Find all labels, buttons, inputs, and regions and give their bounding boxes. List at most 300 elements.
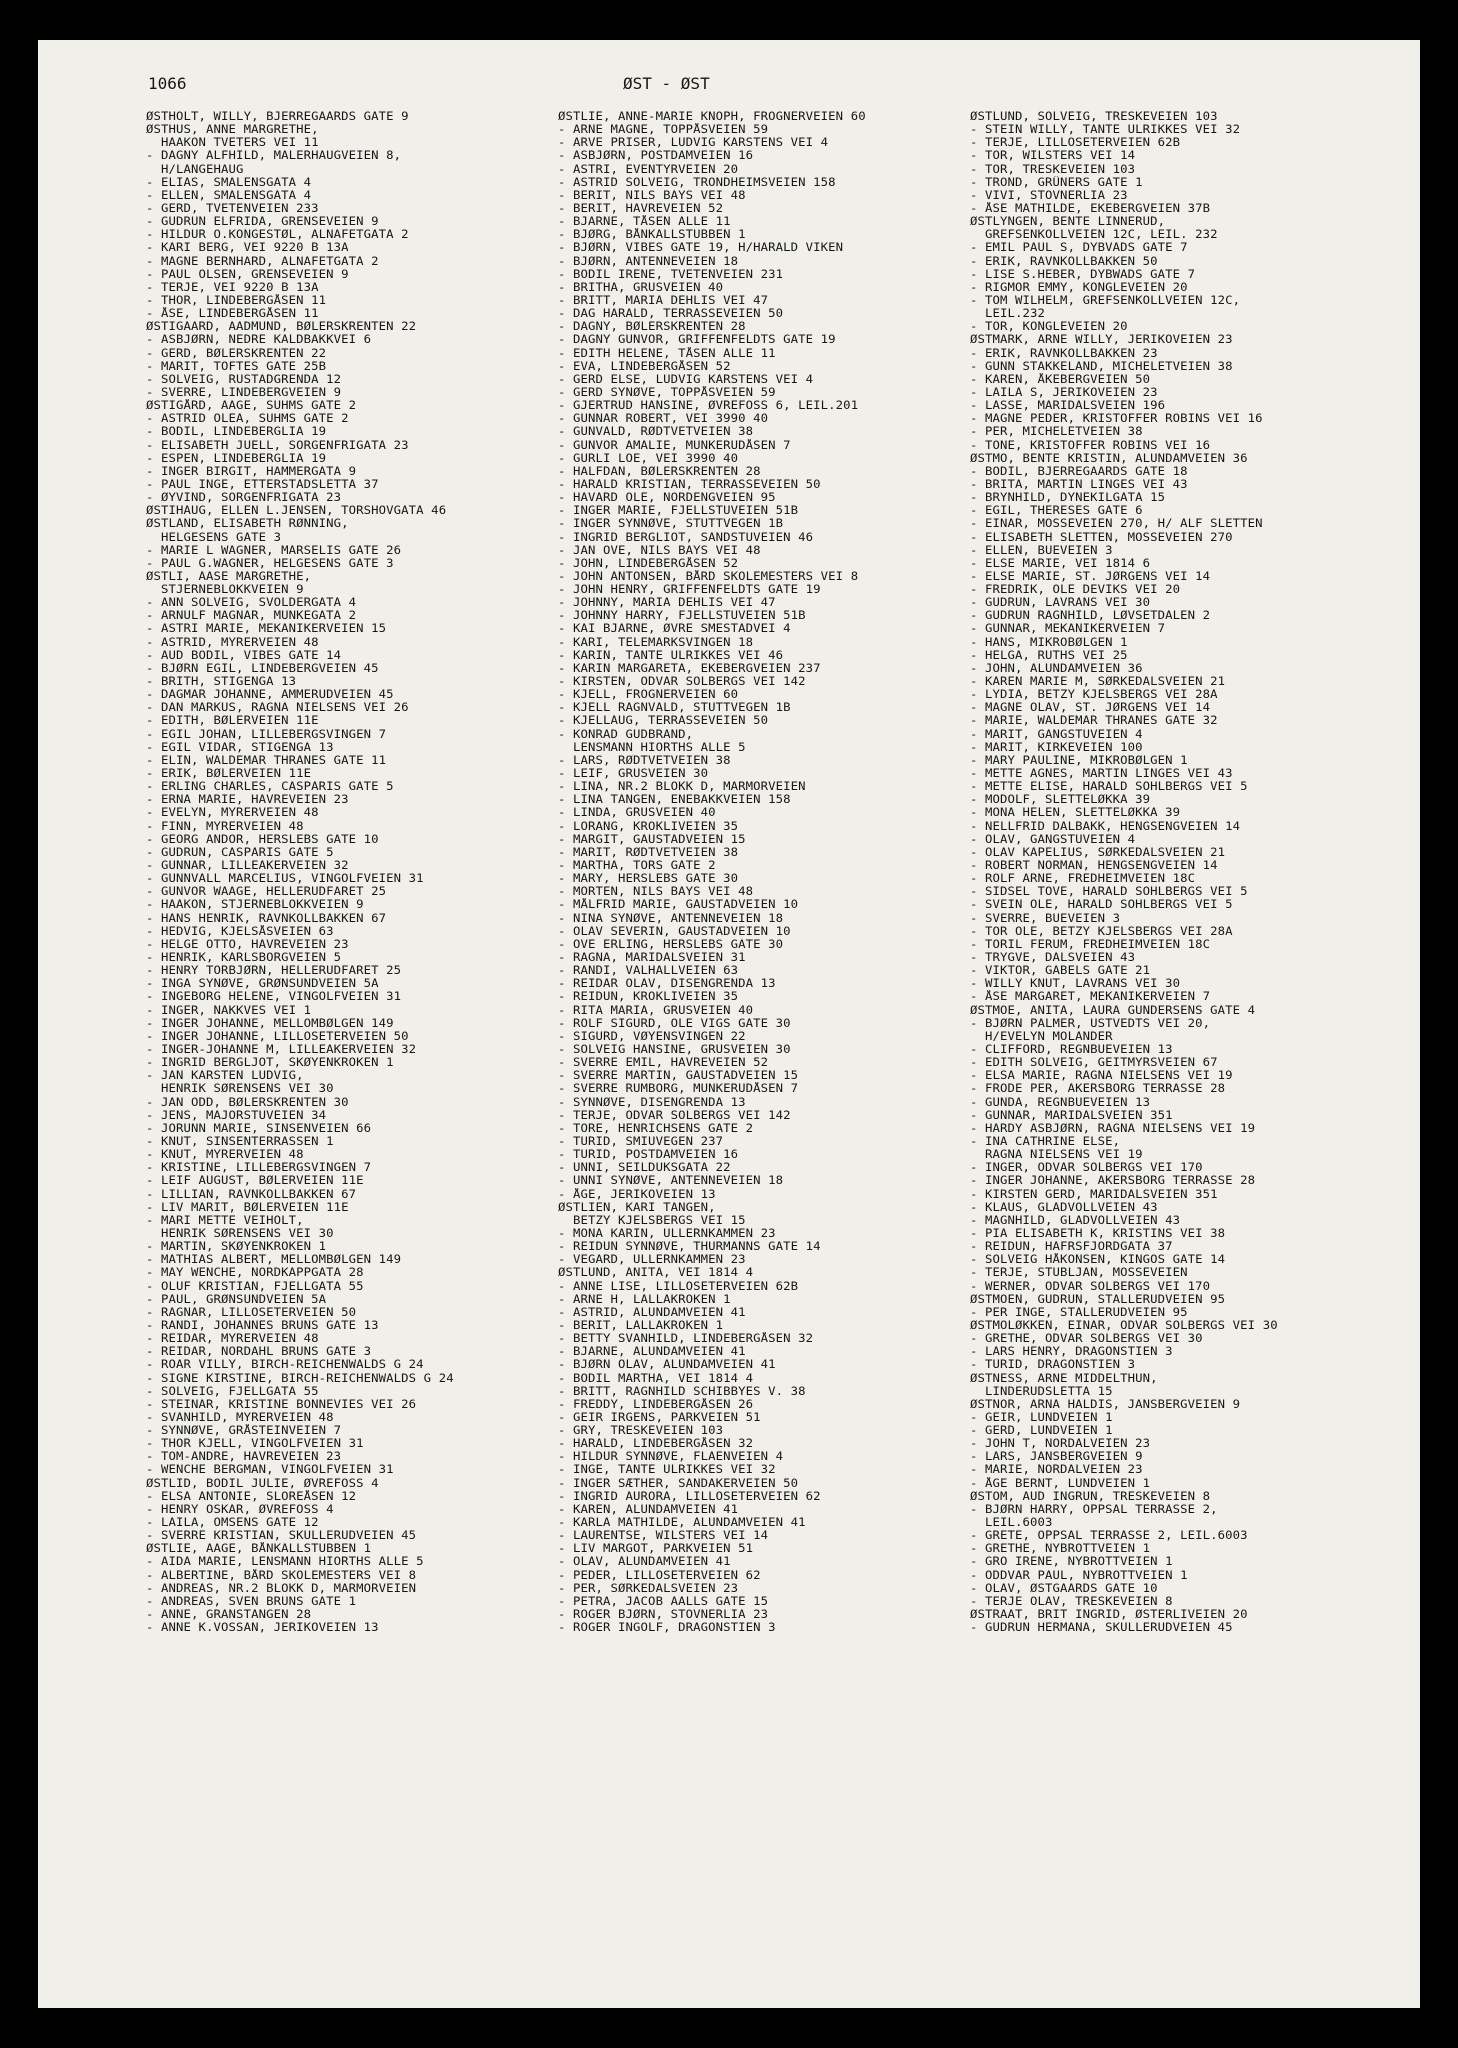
directory-entry: - PER INGE, STALLERUDVEIEN 95 bbox=[970, 1305, 1188, 1319]
directory-entry: - INGRID BERGLJOT, SKØYENKROKEN 1 bbox=[146, 1056, 394, 1070]
directory-entry: - ROBERT NORMAN, HENGSENGVEIEN 14 bbox=[970, 859, 1218, 873]
directory-entry: - METTE AGNES, MARTIN LINGES VEI 43 bbox=[970, 767, 1233, 781]
directory-entry: - TERJE, VEI 9220 B 13A bbox=[146, 280, 319, 294]
directory-entry: - CLIFFORD, REGNBUEVEIEN 13 bbox=[970, 1042, 1173, 1056]
directory-entry: - NINA SYNØVE, ANTENNEVEIEN 18 bbox=[558, 911, 784, 925]
directory-entry: ØSTLIEN, KARI TANGEN, bbox=[558, 1200, 716, 1214]
directory-entry: - LAILA, OMSENS GATE 12 bbox=[146, 1516, 319, 1530]
directory-entry: - MAGNE PEDER, KRISTOFFER ROBINS VEI 16 bbox=[970, 412, 1263, 426]
directory-entry: - INGER MARIE, FJELLSTUVEIEN 51B bbox=[558, 504, 799, 518]
directory-entry: - SVERRE, LINDEBERGVEIEN 9 bbox=[146, 385, 342, 399]
directory-entry: - MARY PAULINE, MIKROBØLGEN 1 bbox=[970, 753, 1188, 767]
directory-entry: - OLAV SEVERIN, GAUSTADVEIEN 10 bbox=[558, 924, 791, 938]
directory-entry: - ASTRID, MYRERVEIEN 48 bbox=[146, 635, 319, 649]
directory-entry: - WILLY KNUT, LAVRANS VEI 30 bbox=[970, 977, 1181, 991]
directory-entry: - BODIL, BJERREGAARDS GATE 18 bbox=[970, 464, 1188, 478]
directory-entry: - SVERRE KRISTIAN, SKULLERUDVEIEN 45 bbox=[146, 1529, 417, 1543]
directory-entry: - SOLVEIG, FJELLGATA 55 bbox=[146, 1384, 319, 1398]
directory-entry: - TURID, POSTDAMVEIEN 16 bbox=[558, 1148, 739, 1162]
directory-entry: - REIDAR OLAV, DISENGRENDA 13 bbox=[558, 977, 776, 991]
directory-entry: - TOM-ANDRE, HAVREVEIEN 23 bbox=[146, 1450, 342, 1464]
directory-entry: - TORE, HENRICHSENS GATE 2 bbox=[558, 1121, 754, 1135]
directory-entry: - LIV MARGOT, PARKVEIEN 51 bbox=[558, 1542, 754, 1556]
directory-entry: - FREDDY, LINDEBERGÅSEN 26 bbox=[558, 1397, 754, 1411]
directory-entry: - HENRY OSKAR, ØVREFOSS 4 bbox=[146, 1502, 334, 1516]
directory-entry: - METTE ELISE, HARALD SOHLBERGS VEI 5 bbox=[970, 780, 1248, 794]
directory-entry: - GRETHE, NYBROTTVEIEN 1 bbox=[970, 1542, 1151, 1556]
directory-entry: - ANDREAS, NR.2 BLOKK D, MARMORVEIEN bbox=[146, 1581, 417, 1595]
directory-entry: - BJØRN OLAV, ALUNDAMVEIEN 41 bbox=[558, 1358, 776, 1372]
directory-entry: - OLAV KAPELIUS, SØRKEDALSVEIEN 21 bbox=[970, 845, 1226, 859]
directory-entry: - EDITH HELENE, TÅSEN ALLE 11 bbox=[558, 346, 776, 360]
directory-entry: - ÅGE BERNT, LUNDVEIEN 1 bbox=[970, 1476, 1151, 1490]
directory-entry: - INGER SYNNØVE, STUTTVEGEN 1B bbox=[558, 517, 784, 531]
directory-entry: - HAVARD OLE, NORDENGVEIEN 95 bbox=[558, 491, 776, 505]
directory-entry: ØSTLUND, ANITA, VEI 1814 4 bbox=[558, 1266, 754, 1280]
directory-entry: - HARALD, LINDEBERGÅSEN 32 bbox=[558, 1437, 754, 1451]
directory-entry: - GUNNVALL MARCELIUS, VINGOLFVEIEN 31 bbox=[146, 872, 424, 886]
directory-entry: - SVERRE MARTIN, GAUSTADVEIEN 15 bbox=[558, 1069, 799, 1083]
directory-entry: - EGIL JOHAN, LILLEBERGSVINGEN 7 bbox=[146, 727, 387, 741]
directory-entry: - LINA TANGEN, ENEBAKKVEIEN 158 bbox=[558, 793, 791, 807]
directory-entry: - KAREN, ÅKEBERGVEIEN 50 bbox=[970, 372, 1151, 386]
directory-entry: - OLUF KRISTIAN, FJELLGATA 55 bbox=[146, 1279, 364, 1293]
directory-entry: - VEGARD, ULLERNKAMMEN 23 bbox=[558, 1253, 746, 1267]
directory-entry: ØSTMOE, ANITA, LAURA GUNDERSENS GATE 4 bbox=[970, 1003, 1256, 1017]
directory-entry: ØSTOM, AUD INGRUN, TRESKEVEIEN 8 bbox=[970, 1489, 1211, 1503]
directory-entry: RAGNA NIELSENS VEI 19 bbox=[970, 1148, 1143, 1162]
directory-entry: - RANDI, VALHALLVEIEN 63 bbox=[558, 964, 739, 978]
directory-entry: - OVE ERLING, HERSLEBS GATE 30 bbox=[558, 937, 784, 951]
directory-entry: - MONA KARIN, ULLERNKAMMEN 23 bbox=[558, 1226, 776, 1240]
directory-entry: - AIDA MARIE, LENSMANN HIORTHS ALLE 5 bbox=[146, 1555, 424, 1569]
directory-entry: - KLAUS, GLADVOLLVEIEN 43 bbox=[970, 1200, 1158, 1214]
directory-entry: - GUNVOR AMALIE, MUNKERUDÅSEN 7 bbox=[558, 438, 791, 452]
directory-entry: - ELLEN, BUEVEIEN 3 bbox=[970, 543, 1113, 557]
directory-entry: - JOHN, ALUNDAMVEIEN 36 bbox=[970, 661, 1143, 675]
directory-entry: - OLAV, ALUNDAMVEIEN 41 bbox=[558, 1555, 731, 1569]
directory-entry: - LILLIAN, RAVNKOLLBAKKEN 67 bbox=[146, 1187, 357, 1201]
directory-entry: - STEIN WILLY, TANTE ULRIKKES VEI 32 bbox=[970, 123, 1241, 137]
directory-entry: - GUNNAR, LILLEAKERVEIEN 32 bbox=[146, 859, 349, 873]
directory-entry: - HARDY ASBJØRN, RAGNA NIELSENS VEI 19 bbox=[970, 1121, 1256, 1135]
directory-entry: - BRITT, RAGNHILD SCHIBBYES V. 38 bbox=[558, 1384, 806, 1398]
directory-entry: - INGER JOHANNE, LILLOSETERVEIEN 50 bbox=[146, 1029, 409, 1043]
directory-entry: - UNNI SYNØVE, ANTENNEVEIEN 18 bbox=[558, 1174, 784, 1188]
directory-entry: - ELIN, WALDEMAR THRANES GATE 11 bbox=[146, 753, 387, 767]
directory-entry: - LISE S.HEBER, DYBWADS GATE 7 bbox=[970, 267, 1196, 281]
directory-entry: H/EVELYN MOLANDER bbox=[970, 1029, 1113, 1043]
directory-entry: - INGER SÆTHER, SANDAKERVEIEN 50 bbox=[558, 1476, 799, 1490]
directory-entry: - SVERRE, BUEVEIEN 3 bbox=[970, 911, 1121, 925]
directory-entry: ØSTHOLT, WILLY, BJERREGAARDS GATE 9 bbox=[146, 110, 409, 123]
directory-entry: - MARIT, KIRKEVEIEN 100 bbox=[970, 740, 1143, 754]
directory-entry: - RITA MARIA, GRUSVEIEN 40 bbox=[558, 1003, 754, 1017]
directory-entry: - GEORG ANDOR, HERSLEBS GATE 10 bbox=[146, 832, 379, 846]
directory-entry: - GUNN STAKKELAND, MICHELETVEIEN 38 bbox=[970, 359, 1233, 373]
directory-entry: - BJØRN EGIL, LINDEBERGVEIEN 45 bbox=[146, 661, 379, 675]
directory-entry: - DAG HARALD, TERRASSEVEIEN 50 bbox=[558, 307, 784, 321]
directory-entry: - HENRIK, KARLSBORGVEIEN 5 bbox=[146, 951, 342, 964]
directory-entry: - PAUL, GRØNSUNDVEIEN 5A bbox=[146, 1292, 327, 1306]
directory-entry: - ERNA MARIE, HAVREVEIEN 23 bbox=[146, 793, 349, 807]
directory-entry: - TOR, WILSTERS VEI 14 bbox=[970, 149, 1136, 163]
directory-entry: - GUDRUN, CASPARIS GATE 5 bbox=[146, 845, 334, 859]
directory-entry: - GUDRUN RAGNHILD, LØVSETDALEN 2 bbox=[970, 609, 1211, 623]
directory-entry: - INGRID BERGLIOT, SANDSTUVEIEN 46 bbox=[558, 530, 814, 544]
directory-entry: - ÅSE MATHILDE, EKEBERGVEIEN 37B bbox=[970, 201, 1211, 215]
directory-entry: - GERD, LUNDVEIEN 1 bbox=[970, 1424, 1113, 1438]
directory-entry: - WENCHE BERGMAN, VINGOLFVEIEN 31 bbox=[146, 1463, 394, 1477]
directory-entry: ØSTMOLØKKEN, EINAR, ODVAR SOLBERGS VEI 30 bbox=[970, 1318, 1278, 1332]
directory-entry: - VIVI, STOVNERLIA 23 bbox=[970, 188, 1128, 202]
directory-entry: - JORUNN MARIE, SINSENVEIEN 66 bbox=[146, 1121, 372, 1135]
directory-entry: - DAGNY ALFHILD, MALERHAUGVEIEN 8, bbox=[146, 149, 402, 163]
directory-entry: - FRODE PER, AKERSBORG TERRASSE 28 bbox=[970, 1082, 1226, 1096]
directory-entry: - ASTRID OLEA, SUHMS GATE 2 bbox=[146, 412, 349, 426]
running-head: ØST - ØST bbox=[623, 74, 710, 93]
directory-entry: - EINAR, MOSSEVEIEN 270, H/ ALF SLETTEN bbox=[970, 517, 1263, 531]
directory-entry: HENRIK SØRENSENS VEI 30 bbox=[146, 1226, 334, 1240]
directory-entry: - INGER-JOHANNE M, LILLEAKERVEIEN 32 bbox=[146, 1042, 417, 1056]
directory-entry: - BERIT, LALLAKROKEN 1 bbox=[558, 1318, 724, 1332]
directory-entry: - INGA SYNØVE, GRØNSUNDVEIEN 5A bbox=[146, 977, 379, 991]
directory-entry: - TURID, DRAGONSTIEN 3 bbox=[970, 1358, 1136, 1372]
directory-entry: - KJELL, FROGNERVEIEN 60 bbox=[558, 688, 739, 702]
directory-entry: - ASBJØRN, POSTDAMVEIEN 16 bbox=[558, 149, 754, 163]
directory-entry: - AUD BODIL, VIBES GATE 14 bbox=[146, 648, 342, 662]
directory-entry: - MAGNE OLAV, ST. JØRGENS VEI 14 bbox=[970, 701, 1211, 715]
directory-entry: STJERNEBLOKKVEIEN 9 bbox=[146, 583, 304, 597]
directory-entry: - MARIE L WAGNER, MARSELIS GATE 26 bbox=[146, 543, 402, 557]
directory-entry: - KARI BERG, VEI 9220 B 13A bbox=[146, 241, 349, 255]
directory-entry: ØSTLYNGEN, BENTE LINNERUD, bbox=[970, 215, 1166, 229]
directory-entry: - SVEIN OLE, HARALD SOHLBERGS VEI 5 bbox=[970, 898, 1233, 912]
directory-entry: - FREDRIK, OLE DEVIKS VEI 20 bbox=[970, 583, 1181, 597]
directory-entry: - PETRA, JACOB AALLS GATE 15 bbox=[558, 1594, 769, 1608]
directory-entry: - JOHNNY HARRY, FJELLSTUVEIEN 51B bbox=[558, 609, 806, 623]
directory-entry: - SVANHILD, MYRERVEIEN 48 bbox=[146, 1410, 334, 1424]
directory-entry: - GUDRUN ELFRIDA, GRENSEVEIEN 9 bbox=[146, 215, 379, 229]
directory-entry: - ROLF ARNE, FREDHEIMVEIEN 18C bbox=[970, 872, 1196, 886]
directory-entry: - ARVE PRISER, LUDVIG KARSTENS VEI 4 bbox=[558, 136, 829, 150]
directory-entry: - THOR, LINDEBERGÅSEN 11 bbox=[146, 293, 327, 307]
directory-entry: - OLAV, GANGSTUVEIEN 4 bbox=[970, 832, 1136, 846]
directory-entry: - BRITH, STIGENGA 13 bbox=[146, 675, 297, 689]
directory-entry: - KNUT, MYRERVEIEN 48 bbox=[146, 1148, 304, 1162]
directory-entry: - ASTRI MARIE, MEKANIKERVEIEN 15 bbox=[146, 622, 387, 636]
directory-entry: - GEIR, LUNDVEIEN 1 bbox=[970, 1410, 1113, 1424]
directory-entry: - DAGNY, BØLERSKRENTEN 28 bbox=[558, 320, 746, 334]
directory-entry: - THOR KJELL, VINGOLFVEIEN 31 bbox=[146, 1437, 364, 1451]
directory-entry: - GUNNAR ROBERT, VEI 3990 40 bbox=[558, 412, 769, 426]
directory-entry: - BRITT, MARIA DEHLIS VEI 47 bbox=[558, 293, 769, 307]
directory-entry: - LARS HENRY, DRAGONSTIEN 3 bbox=[970, 1345, 1173, 1359]
directory-entry: - RAGNAR, LILLOSETERVEIEN 50 bbox=[146, 1305, 357, 1319]
directory-entry: - ARNULF MAGNAR, MUNKEGATA 2 bbox=[146, 609, 357, 623]
directory-entry: - REIDAR, NORDAHL BRUNS GATE 3 bbox=[146, 1345, 372, 1359]
directory-entry: HELGESENS GATE 3 bbox=[146, 530, 282, 544]
directory-entry: - ANNE, GRANSTANGEN 28 bbox=[146, 1608, 312, 1622]
directory-entry: - REIDAR, MYRERVEIEN 48 bbox=[146, 1332, 319, 1346]
directory-entry: - BETTY SVANHILD, LINDEBERGÅSEN 32 bbox=[558, 1332, 814, 1346]
directory-entry: - INGER JOHANNE, MELLOMBØLGEN 149 bbox=[146, 1016, 394, 1030]
directory-entry: - TOR, TRESKEVEIEN 103 bbox=[970, 162, 1136, 176]
directory-entry: - LAILA S, JERIKOVEIEN 23 bbox=[970, 385, 1158, 399]
directory-entry: - RANDI, JOHANNES BRUNS GATE 13 bbox=[146, 1318, 379, 1332]
directory-entry: - KIRSTEN GERD, MARIDALSVEIEN 351 bbox=[970, 1187, 1218, 1201]
directory-entry: - ASBJØRN, NEDRE KALDBAKKVEI 6 bbox=[146, 333, 372, 347]
directory-entry: - BJARNE, ALUNDAMVEIEN 41 bbox=[558, 1345, 746, 1359]
directory-entry: - ASTRID, ALUNDAMVEIEN 41 bbox=[558, 1305, 746, 1319]
directory-entry: - SIDSEL TOVE, HARALD SOHLBERGS VEI 5 bbox=[970, 885, 1248, 899]
directory-entry: - JOHNNY, MARIA DEHLIS VEI 47 bbox=[558, 596, 776, 610]
directory-entry: - JOHN T, NORDALVEIEN 23 bbox=[970, 1437, 1151, 1451]
directory-entry: - INGER, ODVAR SOLBERGS VEI 170 bbox=[970, 1161, 1203, 1175]
directory-entry: - MARIT, GANGSTUVEIEN 4 bbox=[970, 727, 1143, 741]
directory-entry: - DAGMAR JOHANNE, AMMERUDVEIEN 45 bbox=[146, 688, 394, 702]
directory-entry: - HARALD KRISTIAN, TERRASSEVEIEN 50 bbox=[558, 477, 821, 491]
directory-entry: - ROAR VILLY, BIRCH-REICHENWALDS G 24 bbox=[146, 1358, 424, 1372]
directory-entry: - LEIF, GRUSVEIEN 30 bbox=[558, 767, 709, 781]
directory-entry: - SVERRE EMIL, HAVREVEIEN 52 bbox=[558, 1056, 769, 1070]
directory-entry: - LARS, RØDTVETVEIEN 38 bbox=[558, 753, 731, 767]
directory-entry: - EVELYN, MYRERVEIEN 48 bbox=[146, 806, 319, 820]
directory-entry: - KARIN MARGARETA, EKEBERGVEIEN 237 bbox=[558, 661, 821, 675]
column-1 bbox=[146, 110, 566, 1634]
directory-entry: - LINDA, GRUSVEIEN 40 bbox=[558, 806, 716, 820]
directory-entry: - ODDVAR PAUL, NYBROTTVEIEN 1 bbox=[970, 1568, 1188, 1582]
directory-entry: - GUNVOR WAAGE, HELLERUDFARET 25 bbox=[146, 885, 387, 899]
directory-entry: - BJØRN HARRY, OPPSAL TERRASSE 2, bbox=[970, 1502, 1218, 1516]
directory-entry: - ERLING CHARLES, CASPARIS GATE 5 bbox=[146, 780, 394, 794]
directory-entry: - GEIR IRGENS, PARKVEIEN 51 bbox=[558, 1410, 761, 1424]
directory-entry: - BJØRG, BÅNKALLSTUBBEN 1 bbox=[558, 228, 746, 242]
directory-entry: - BRITHA, GRUSVEIEN 40 bbox=[558, 280, 724, 294]
directory-entry: - JENS, MAJORSTUVEIEN 34 bbox=[146, 1108, 327, 1122]
directory-entry: - GRETHE, ODVAR SOLBERGS VEI 30 bbox=[970, 1332, 1203, 1346]
directory-entry: ØSTNOR, ARNA HALDIS, JANSBERGVEIEN 9 bbox=[970, 1397, 1241, 1411]
directory-entry: - TOM WILHELM, GREFSENKOLLVEIEN 12C, bbox=[970, 293, 1241, 307]
directory-entry: - GRO IRENE, NYBROTTVEIEN 1 bbox=[970, 1555, 1173, 1569]
directory-entry: ØSTMO, BENTE KRISTIN, ALUNDAMVEIEN 36 bbox=[970, 451, 1248, 465]
directory-entry: - EDITH SOLVEIG, GEITMYRSVEIEN 67 bbox=[970, 1056, 1218, 1070]
directory-entry: ØSTLAND, ELISABETH RØNNING, bbox=[146, 517, 349, 531]
directory-entry: - KJELLAUG, TERRASSEVEIEN 50 bbox=[558, 714, 769, 728]
directory-entry: - ASTRI, EVENTYRVEIEN 20 bbox=[558, 162, 739, 176]
directory-entry: - ELSA ANTONIE, SLOREÅSEN 12 bbox=[146, 1489, 357, 1503]
directory-entry: - GURLI LOE, VEI 3990 40 bbox=[558, 451, 739, 465]
directory-entry: - ELIAS, SMALENSGATA 4 bbox=[146, 175, 312, 189]
directory-entry: - MARI METTE VEIHOLT, bbox=[146, 1213, 304, 1227]
directory-entry: - REIDUN SYNNØVE, THURMANNS GATE 14 bbox=[558, 1240, 821, 1254]
directory-entry: - BODIL, LINDEBERGLIA 19 bbox=[146, 425, 327, 439]
directory-entry: - BJØRN, ANTENNEVEIEN 18 bbox=[558, 254, 739, 268]
directory-entry: - HELGA, RUTHS VEI 25 bbox=[970, 648, 1128, 662]
directory-entry: ØSTRAAT, BRIT INGRID, ØSTERLIVEIEN 20 bbox=[970, 1608, 1248, 1622]
directory-entry: GREFSENKOLLVEIEN 12C, LEIL. 232 bbox=[970, 228, 1218, 242]
directory-entry: - TOR, KONGLEVEIEN 20 bbox=[970, 320, 1128, 334]
directory-entry: - OLAV, ØSTGAARDS GATE 10 bbox=[970, 1581, 1158, 1595]
directory-entry: - MAGNE BERNHARD, ALNAFETGATA 2 bbox=[146, 254, 379, 268]
directory-entry: - GERD, TVETENVEIEN 233 bbox=[146, 201, 319, 215]
directory-entry: - DAN MARKUS, RAGNA NIELSENS VEI 26 bbox=[146, 701, 409, 715]
directory-entry: - LIV MARIT, BØLERVEIEN 11E bbox=[146, 1200, 349, 1214]
directory-entry: - MODOLF, SLETTELØKKA 39 bbox=[970, 793, 1151, 807]
directory-page bbox=[38, 40, 1420, 2008]
directory-entry: - GUNNAR, MEKANIKERVEIEN 7 bbox=[970, 622, 1166, 636]
directory-entry: - GUNDA, REGNBUEVEIEN 13 bbox=[970, 1095, 1151, 1109]
directory-entry: - ELSA MARIE, RAGNA NIELSENS VEI 19 bbox=[970, 1069, 1233, 1083]
directory-entry: - ØYVIND, SORGENFRIGATA 23 bbox=[146, 491, 342, 505]
directory-entry: - GERD SYNØVE, TOPPÅSVEIEN 59 bbox=[558, 385, 776, 399]
directory-entry: - JOHN, LINDEBERGÅSEN 52 bbox=[558, 556, 739, 570]
directory-entry: - LYDIA, BETZY KJELSBERGS VEI 28A bbox=[970, 688, 1218, 702]
directory-entry: - TERJE OLAV, TRESKEVEIEN 8 bbox=[970, 1594, 1173, 1608]
directory-entry: - INGRID AURORA, LILLOSETERVEIEN 62 bbox=[558, 1489, 821, 1503]
column-2 bbox=[558, 110, 978, 1634]
directory-entry: ØSTLUND, SOLVEIG, TRESKEVEIEN 103 bbox=[970, 110, 1218, 123]
directory-entry: - GUNNAR, MARIDALSVEIEN 351 bbox=[970, 1108, 1173, 1122]
directory-entry: - PAUL OLSEN, GRENSEVEIEN 9 bbox=[146, 267, 349, 281]
directory-entry: - KAI BJARNE, ØVRE SMESTADVEI 4 bbox=[558, 622, 791, 636]
directory-entry: ØSTIGÅRD, AAGE, SUHMS GATE 2 bbox=[146, 399, 357, 413]
directory-entry: - ÅSE MARGARET, MEKANIKERVEIEN 7 bbox=[970, 990, 1211, 1004]
directory-entry: - KAREN MARIE M, SØRKEDALSVEIEN 21 bbox=[970, 675, 1226, 689]
directory-entry: ØSTLID, BODIL JULIE, ØVREFOSS 4 bbox=[146, 1476, 379, 1490]
directory-entry: - ELISABETH SLETTEN, MOSSEVEIEN 270 bbox=[970, 530, 1233, 544]
directory-entry: - ELLEN, SMALENSGATA 4 bbox=[146, 188, 312, 202]
directory-entry: - EVA, LINDEBERGÅSEN 52 bbox=[558, 359, 731, 373]
directory-entry: ØSTIHAUG, ELLEN L.JENSEN, TORSHOVGATA 46 bbox=[146, 504, 447, 518]
directory-entry: - ASTRID SOLVEIG, TRONDHEIMSVEIEN 158 bbox=[558, 175, 836, 189]
directory-entry: - ARNE H, LALLAKROKEN 1 bbox=[558, 1292, 731, 1306]
directory-entry: - SIGNE KIRSTINE, BIRCH-REICHENWALDS G 24 bbox=[146, 1371, 454, 1385]
directory-entry: - TERJE, STUBLJAN, MOSSEVEIEN bbox=[970, 1266, 1188, 1280]
directory-entry: - BRYNHILD, DYNEKILGATA 15 bbox=[970, 491, 1166, 505]
directory-entry: - MONA HELEN, SLETTELØKKA 39 bbox=[970, 806, 1181, 820]
directory-entry: LEIL.232 bbox=[970, 307, 1046, 321]
directory-entry: - ROLF SIGURD, OLE VIGS GATE 30 bbox=[558, 1016, 791, 1030]
directory-entry: - LASSE, MARIDALSVEIEN 196 bbox=[970, 399, 1166, 413]
directory-entry: - TORIL FERUM, FREDHEIMVEIEN 18C bbox=[970, 937, 1211, 951]
directory-entry: - BJØRN PALMER, USTVEDTS VEI 20, bbox=[970, 1016, 1211, 1030]
directory-entry: - KONRAD GUDBRAND, bbox=[558, 727, 694, 741]
directory-entry: - GUDRUN HERMANA, SKULLERUDVEIEN 45 bbox=[970, 1621, 1233, 1635]
directory-entry: - UNNI, SEILDUKSGATA 22 bbox=[558, 1161, 731, 1175]
directory-entry: - HALFDAN, BØLERSKRENTEN 28 bbox=[558, 464, 761, 478]
directory-entry: HENRIK SØRENSENS VEI 30 bbox=[146, 1082, 334, 1096]
directory-entry: - MARTHA, TORS GATE 2 bbox=[558, 859, 716, 873]
directory-entry: - MAGNHILD, GLADVOLLVEIEN 43 bbox=[970, 1213, 1181, 1227]
directory-entry: ØSTIGAARD, AADMUND, BØLERSKRENTEN 22 bbox=[146, 320, 417, 334]
directory-entry: LENSMANN HIORTHS ALLE 5 bbox=[558, 740, 746, 754]
directory-entry: - REIDUN, KROKLIVEIEN 35 bbox=[558, 990, 739, 1004]
directory-entry: - RAGNA, MARIDALSVEIEN 31 bbox=[558, 951, 746, 964]
column-3 bbox=[970, 110, 1390, 1634]
directory-entry: - HANS, MIKROBØLGEN 1 bbox=[970, 635, 1128, 649]
directory-entry: - INGER BIRGIT, HAMMERGATA 9 bbox=[146, 464, 357, 478]
directory-entry: - MARY, HERSLEBS GATE 30 bbox=[558, 872, 739, 886]
directory-entry: - INGER JOHANNE, AKERSBORG TERRASSE 28 bbox=[970, 1174, 1256, 1188]
directory-entry: - MAY WENCHE, NORDKAPPGATA 28 bbox=[146, 1266, 364, 1280]
directory-entry: - LINA, NR.2 BLOKK D, MARMORVEIEN bbox=[558, 780, 806, 794]
directory-entry: - GRY, TRESKEVEIEN 103 bbox=[558, 1424, 724, 1438]
directory-entry: - ÅSE, LINDEBERGÅSEN 11 bbox=[146, 307, 319, 321]
directory-entry: H/LANGEHAUG bbox=[146, 162, 244, 176]
directory-entry: - PER, SØRKEDALSVEIEN 23 bbox=[558, 1581, 739, 1595]
directory-entry: - GUDRUN, LAVRANS VEI 30 bbox=[970, 596, 1151, 610]
directory-entry: - MARIT, TOFTES GATE 25B bbox=[146, 359, 327, 373]
directory-entry: HAAKON TVETERS VEI 11 bbox=[146, 136, 319, 150]
directory-entry: - BJARNE, TÅSEN ALLE 11 bbox=[558, 215, 731, 229]
directory-entry: ØSTNESS, ARNE MIDDELTHUN, bbox=[970, 1371, 1158, 1385]
directory-entry: - GERD, BØLERSKRENTEN 22 bbox=[146, 346, 327, 360]
directory-entry: ØSTHUS, ANNE MARGRETHE, bbox=[146, 123, 319, 137]
directory-entry: - TOR OLE, BETZY KJELSBERGS VEI 28A bbox=[970, 924, 1233, 938]
directory-entry: - PAUL INGE, ETTERSTADSLETTA 37 bbox=[146, 477, 379, 491]
directory-entry: - KARLA MATHILDE, ALUNDAMVEIEN 41 bbox=[558, 1516, 806, 1530]
directory-entry: - LAURENTSE, WILSTERS VEI 14 bbox=[558, 1529, 769, 1543]
directory-entry: - KRISTINE, LILLEBERGSVINGEN 7 bbox=[146, 1161, 372, 1175]
directory-entry: - SOLVEIG HÅKONSEN, KINGOS GATE 14 bbox=[970, 1253, 1226, 1267]
directory-entry: - EMIL PAUL S, DYBVADS GATE 7 bbox=[970, 241, 1188, 255]
directory-entry: - BRITA, MARTIN LINGES VEI 43 bbox=[970, 477, 1188, 491]
directory-entry: - MÅLFRID MARIE, GAUSTADVEIEN 10 bbox=[558, 898, 799, 912]
directory-entry: - SOLVEIG, RUSTADGRENDA 12 bbox=[146, 372, 342, 386]
directory-entry: - MATHIAS ALBERT, MELLOMBØLGEN 149 bbox=[146, 1253, 402, 1267]
directory-entry: - RIGMOR EMMY, KONGLEVEIEN 20 bbox=[970, 280, 1188, 294]
directory-entry: - SIGURD, VØYENSVINGEN 22 bbox=[558, 1029, 746, 1043]
directory-entry: - TURID, SMIUVEGEN 237 bbox=[558, 1134, 724, 1148]
directory-entry: - KAREN, ALUNDAMVEIEN 41 bbox=[558, 1502, 739, 1516]
directory-entry: ØSTMARK, ARNE WILLY, JERIKOVEIEN 23 bbox=[970, 333, 1233, 347]
directory-entry: - ERIK, BØLERVEIEN 11E bbox=[146, 767, 312, 781]
directory-entry: - GERD ELSE, LUDVIG KARSTENS VEI 4 bbox=[558, 372, 814, 386]
directory-entry: - REIDUN, HAFRSFJORDGATA 37 bbox=[970, 1240, 1173, 1254]
directory-entry: - HEDVIG, KJELSÅSVEIEN 63 bbox=[146, 924, 334, 938]
directory-entry: - JAN OVE, NILS BAYS VEI 48 bbox=[558, 543, 761, 557]
directory-entry: - ANDREAS, SVEN BRUNS GATE 1 bbox=[146, 1594, 357, 1608]
directory-entry: ØSTLIE, ANNE-MARIE KNOPH, FROGNERVEIEN 60 bbox=[558, 110, 866, 123]
directory-entry: - BODIL IRENE, TVETENVEIEN 231 bbox=[558, 267, 784, 281]
directory-entry: - TONE, KRISTOFFER ROBINS VEI 16 bbox=[970, 438, 1211, 452]
directory-entry: - SVERRE RUMBORG, MUNKERUDÅSEN 7 bbox=[558, 1082, 799, 1096]
page-number: 1066 bbox=[148, 74, 187, 93]
directory-entry: - PEDER, LILLOSETERVEIEN 62 bbox=[558, 1568, 761, 1582]
directory-entry: - MARIE, NORDALVEIEN 23 bbox=[970, 1463, 1143, 1477]
directory-entry: - ERIK, RAVNKOLLBAKKEN 50 bbox=[970, 254, 1158, 268]
directory-entry: - HELGE OTTO, HAVREVEIEN 23 bbox=[146, 937, 349, 951]
directory-entry: LEIL.6003 bbox=[970, 1516, 1053, 1530]
directory-entry: - BERIT, NILS BAYS VEI 48 bbox=[558, 188, 746, 202]
directory-entry: - WERNER, ODVAR SOLBERGS VEI 170 bbox=[970, 1279, 1211, 1293]
directory-entry: - MARIT, RØDTVETVEIEN 38 bbox=[558, 845, 739, 859]
directory-entry: - ELSE MARIE, ST. JØRGENS VEI 14 bbox=[970, 569, 1211, 583]
directory-entry: - EGIL, THERESES GATE 6 bbox=[970, 504, 1143, 518]
directory-entry: - KJELL RAGNVALD, STUTTVEGEN 1B bbox=[558, 701, 791, 715]
directory-entry: - JOHN HENRY, GRIFFENFELDTS GATE 19 bbox=[558, 583, 821, 597]
directory-entry: - ROGER INGOLF, DRAGONSTIEN 3 bbox=[558, 1621, 776, 1635]
directory-entry: - BJØRN, VIBES GATE 19, H/HARALD VIKEN bbox=[558, 241, 844, 255]
directory-entry: ØSTLI, AASE MARGRETHE, bbox=[146, 569, 312, 583]
directory-entry: - LARS, JANSBERGVEIEN 9 bbox=[970, 1450, 1143, 1464]
directory-entry: - INGEBORG HELENE, VINGOLFVEIEN 31 bbox=[146, 990, 402, 1004]
directory-entry: - MARGIT, GAUSTADVEIEN 15 bbox=[558, 832, 746, 846]
directory-entry: - HENRY TORBJØRN, HELLERUDFARET 25 bbox=[146, 964, 402, 978]
directory-entry: - KARIN, TANTE ULRIKKES VEI 46 bbox=[558, 648, 784, 662]
directory-entry: - INGER, NAKKVES VEI 1 bbox=[146, 1003, 312, 1017]
